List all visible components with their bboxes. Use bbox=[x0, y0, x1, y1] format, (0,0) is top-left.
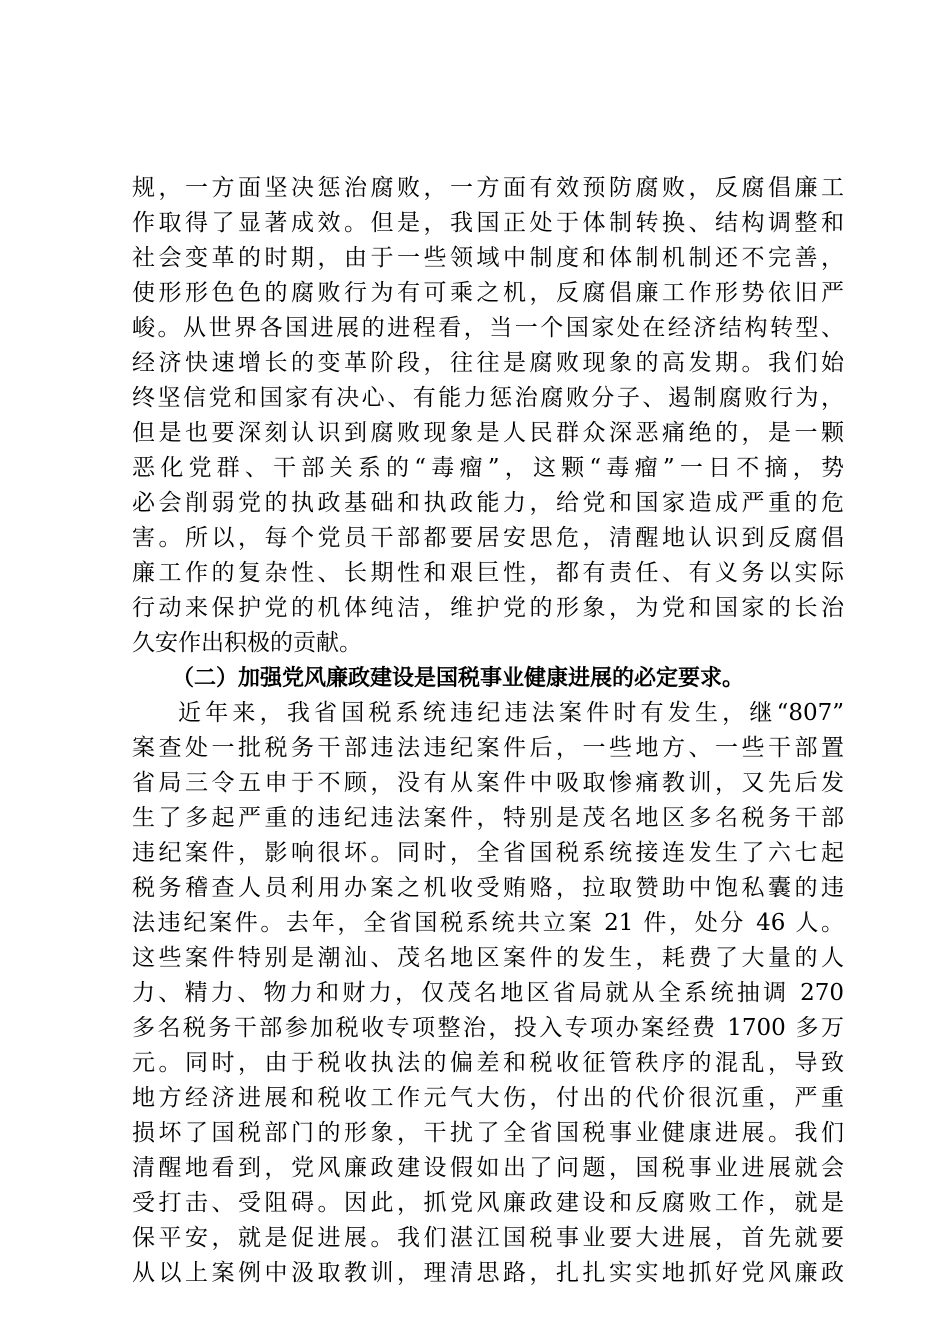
text-line: 从以上案例中汲取教训，理清思路，扎扎实实地抓好党风廉政 bbox=[132, 1260, 844, 1286]
document-page bbox=[132, 171, 844, 1291]
text-line: 这些案件特别是潮汕、茂名地区案件的发生，耗费了大量的人 bbox=[132, 945, 844, 971]
text-line: 保平安，就是促进展。我们湛江国税事业要大进展，首先就要 bbox=[132, 1225, 844, 1251]
text-line: 作取得了显著成效。但是，我国正处于体制转换、结构调整和 bbox=[132, 210, 844, 236]
text-line: 近年来，我省国税系统违纪违法案件时有发生，继“807” bbox=[178, 700, 844, 726]
text-line: 损坏了国税部门的形象，干扰了全省国税事业健康进展。我们 bbox=[132, 1120, 844, 1146]
text-line: 税务稽查人员利用办案之机收受贿赂，拉取赞助中饱私囊的违 bbox=[132, 875, 844, 901]
text-line: 廉工作的复杂性、长期性和艰巨性，都有责任、有义务以实际 bbox=[132, 560, 844, 586]
text-line: 害。所以，每个党员干部都要居安思危，清醒地认识到反腐倡 bbox=[132, 525, 844, 551]
text-line: 终坚信党和国家有决心、有能力惩治腐败分子、遏制腐败行为， bbox=[132, 385, 844, 411]
text-line: 但是也要深刻认识到腐败现象是人民群众深恶痛绝的，是一颗 bbox=[132, 420, 844, 446]
text-line: 峻。从世界各国进展的进程看，当一个国家处在经济结构转型、 bbox=[132, 315, 844, 341]
text-line: 法违纪案件。去年，全省国税系统共立案 21 件，处分 46 人。 bbox=[132, 910, 844, 936]
text-line: 生了多起严重的违纪违法案件，特别是茂名地区多名税务干部 bbox=[132, 805, 844, 831]
section-heading-2: （二）加强党风廉政建设是国税事业健康进展的必定要求。 bbox=[172, 666, 745, 691]
text-line: 多名税务干部参加税收专项整治，投入专项办案经费 1700 多万 bbox=[132, 1015, 844, 1041]
text-line: 经济快速增长的变革阶段，往往是腐败现象的高发期。我们始 bbox=[132, 350, 844, 376]
text-line: 元。同时，由于税收执法的偏差和税收征管秩序的混乱，导致 bbox=[132, 1050, 844, 1076]
text-line: 受打击、受阻碍。因此，抓党风廉政建设和反腐败工作，就是 bbox=[132, 1190, 844, 1216]
text-line: 久安作出积极的贡献。 bbox=[132, 630, 362, 656]
text-line: 力、精力、物力和财力，仅茂名地区省局就从全系统抽调 270 bbox=[132, 980, 844, 1006]
text-line: 地方经济进展和税收工作元气大伤，付出的代价很沉重，严重 bbox=[132, 1085, 844, 1111]
text-line: 清醒地看到，党风廉政建设假如出了问题，国税事业进展就会 bbox=[132, 1155, 844, 1181]
paragraph-1 bbox=[132, 171, 844, 661]
text-line: 恶化党群、干部关系的“毒瘤”，这颗“毒瘤”一日不摘，势 bbox=[132, 455, 844, 481]
text-line: 违纪案件，影响很坏。同时，全省国税系统接连发生了六七起 bbox=[132, 840, 844, 866]
text-line: 省局三令五申于不顾，没有从案件中吸取惨痛教训，又先后发 bbox=[132, 770, 844, 796]
text-line: 必会削弱党的执政基础和执政能力，给党和国家造成严重的危 bbox=[132, 490, 844, 516]
text-line: 规，一方面坚决惩治腐败，一方面有效预防腐败，反腐倡廉工 bbox=[132, 175, 844, 201]
text-line: 案查处一批税务干部违法违纪案件后，一些地方、一些干部置 bbox=[132, 735, 844, 761]
paragraph-2 bbox=[132, 696, 844, 1291]
text-line: 行动来保护党的机体纯洁，维护党的形象，为党和国家的长治 bbox=[132, 595, 844, 621]
text-line: 社会变革的时期，由于一些领域中制度和体制机制还不完善， bbox=[132, 245, 844, 271]
text-line: 使形形色色的腐败行为有可乘之机，反腐倡廉工作形势依旧严 bbox=[132, 280, 844, 306]
